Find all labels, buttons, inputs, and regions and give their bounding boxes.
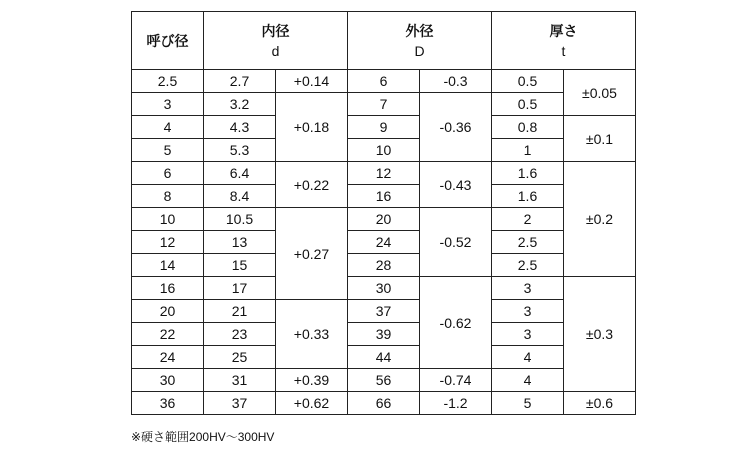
outer-diameter-cell: 16	[348, 185, 420, 208]
inner-diameter-cell: 21	[204, 300, 276, 323]
thickness-cell: 2.5	[492, 231, 564, 254]
inner-diameter-cell: 5.3	[204, 139, 276, 162]
nominal-size-cell: 4	[132, 116, 204, 139]
table-row	[132, 231, 636, 254]
hardness-note: ※硬さ範囲200HV〜300HV	[131, 430, 275, 444]
outer-diameter-cell: 44	[348, 346, 420, 369]
inner-tolerance-cell: +0.27	[276, 208, 348, 300]
outer-tolerance-cell: -0.62	[420, 277, 492, 369]
table-row	[132, 277, 636, 300]
header-thickness-label: 厚さ	[549, 22, 578, 39]
inner-diameter-cell: 8.4	[204, 185, 276, 208]
thickness-cell: 1	[492, 139, 564, 162]
outer-diameter-cell: 6	[348, 70, 420, 93]
thickness-cell: 0.8	[492, 116, 564, 139]
outer-tolerance-cell: -0.3	[420, 70, 492, 93]
thickness-cell: 1.6	[492, 185, 564, 208]
outer-diameter-cell: 9	[348, 116, 420, 139]
header-inner-label: 内径	[261, 22, 290, 39]
inner-tolerance-cell: +0.62	[276, 392, 348, 415]
table-body	[132, 70, 636, 415]
inner-tolerance-cell: +0.33	[276, 300, 348, 369]
nominal-size-cell: 16	[132, 277, 204, 300]
nominal-size-cell: 6	[132, 162, 204, 185]
nominal-size-cell: 30	[132, 369, 204, 392]
nominal-size-cell: 8	[132, 185, 204, 208]
header-nominal	[132, 12, 204, 70]
thickness-tolerance-cell: ±0.05	[564, 70, 636, 116]
table-row	[132, 346, 636, 369]
outer-tolerance-cell: -0.36	[420, 93, 492, 162]
thickness-cell: 0.5	[492, 70, 564, 93]
table-row	[132, 70, 636, 93]
nominal-size-cell: 24	[132, 346, 204, 369]
nominal-size-cell: 12	[132, 231, 204, 254]
outer-tolerance-cell: -0.74	[420, 369, 492, 392]
table-row	[132, 369, 636, 392]
outer-diameter-cell: 66	[348, 392, 420, 415]
nominal-size-cell: 5	[132, 139, 204, 162]
outer-diameter-cell: 28	[348, 254, 420, 277]
thickness-cell: 4	[492, 346, 564, 369]
thickness-tolerance-cell: ±0.2	[564, 162, 636, 277]
table-row	[132, 208, 636, 231]
table-row	[132, 185, 636, 208]
outer-tolerance-cell: -0.52	[420, 208, 492, 277]
inner-tolerance-cell: +0.39	[276, 369, 348, 392]
inner-tolerance-cell: +0.14	[276, 70, 348, 93]
header-thickness-symbol: t	[561, 42, 566, 59]
header-outer-symbol: D	[414, 42, 425, 59]
nominal-size-cell: 22	[132, 323, 204, 346]
outer-diameter-cell: 10	[348, 139, 420, 162]
thickness-tolerance-cell: ±0.6	[564, 392, 636, 415]
outer-diameter-cell: 30	[348, 277, 420, 300]
thickness-cell: 2.5	[492, 254, 564, 277]
inner-diameter-cell: 23	[204, 323, 276, 346]
table-row	[132, 323, 636, 346]
nominal-size-cell: 10	[132, 208, 204, 231]
thickness-tolerance-cell: ±0.3	[564, 277, 636, 392]
table-row	[132, 139, 636, 162]
nominal-size-cell: 14	[132, 254, 204, 277]
nominal-size-cell: 36	[132, 392, 204, 415]
thickness-cell: 3	[492, 300, 564, 323]
thickness-cell: 3	[492, 323, 564, 346]
thickness-cell: 2	[492, 208, 564, 231]
inner-diameter-cell: 6.4	[204, 162, 276, 185]
thickness-cell: 1.6	[492, 162, 564, 185]
outer-diameter-cell: 39	[348, 323, 420, 346]
outer-tolerance-cell: -0.43	[420, 162, 492, 208]
header-outer	[348, 12, 492, 70]
outer-tolerance-cell: -1.2	[420, 392, 492, 415]
inner-tolerance-cell: +0.18	[276, 93, 348, 162]
inner-diameter-cell: 3.2	[204, 93, 276, 116]
inner-diameter-cell: 17	[204, 277, 276, 300]
table-row	[132, 116, 636, 139]
outer-diameter-cell: 37	[348, 300, 420, 323]
table-row	[132, 392, 636, 415]
thickness-cell: 5	[492, 392, 564, 415]
table-row	[132, 300, 636, 323]
nominal-size-cell: 2.5	[132, 70, 204, 93]
header-inner	[204, 12, 348, 70]
dimension-table	[131, 11, 636, 415]
inner-tolerance-cell: +0.22	[276, 162, 348, 208]
thickness-cell: 0.5	[492, 93, 564, 116]
inner-diameter-cell: 2.7	[204, 70, 276, 93]
table-row	[132, 254, 636, 277]
inner-diameter-cell: 31	[204, 369, 276, 392]
thickness-cell: 4	[492, 369, 564, 392]
header-outer-label: 外径	[405, 22, 434, 39]
inner-diameter-cell: 25	[204, 346, 276, 369]
thickness-cell: 3	[492, 277, 564, 300]
inner-diameter-cell: 4.3	[204, 116, 276, 139]
inner-diameter-cell: 10.5	[204, 208, 276, 231]
header-thickness	[492, 12, 636, 70]
header-nominal-label: 呼び径	[146, 32, 189, 49]
inner-diameter-cell: 37	[204, 392, 276, 415]
header-inner-symbol: d	[271, 42, 280, 59]
table-row	[132, 93, 636, 116]
header-row	[132, 12, 636, 70]
nominal-size-cell: 3	[132, 93, 204, 116]
inner-diameter-cell: 15	[204, 254, 276, 277]
outer-diameter-cell: 7	[348, 93, 420, 116]
inner-diameter-cell: 13	[204, 231, 276, 254]
outer-diameter-cell: 56	[348, 369, 420, 392]
nominal-size-cell: 20	[132, 300, 204, 323]
thickness-tolerance-cell: ±0.1	[564, 116, 636, 162]
outer-diameter-cell: 20	[348, 208, 420, 231]
outer-diameter-cell: 24	[348, 231, 420, 254]
outer-diameter-cell: 12	[348, 162, 420, 185]
table-row	[132, 162, 636, 185]
